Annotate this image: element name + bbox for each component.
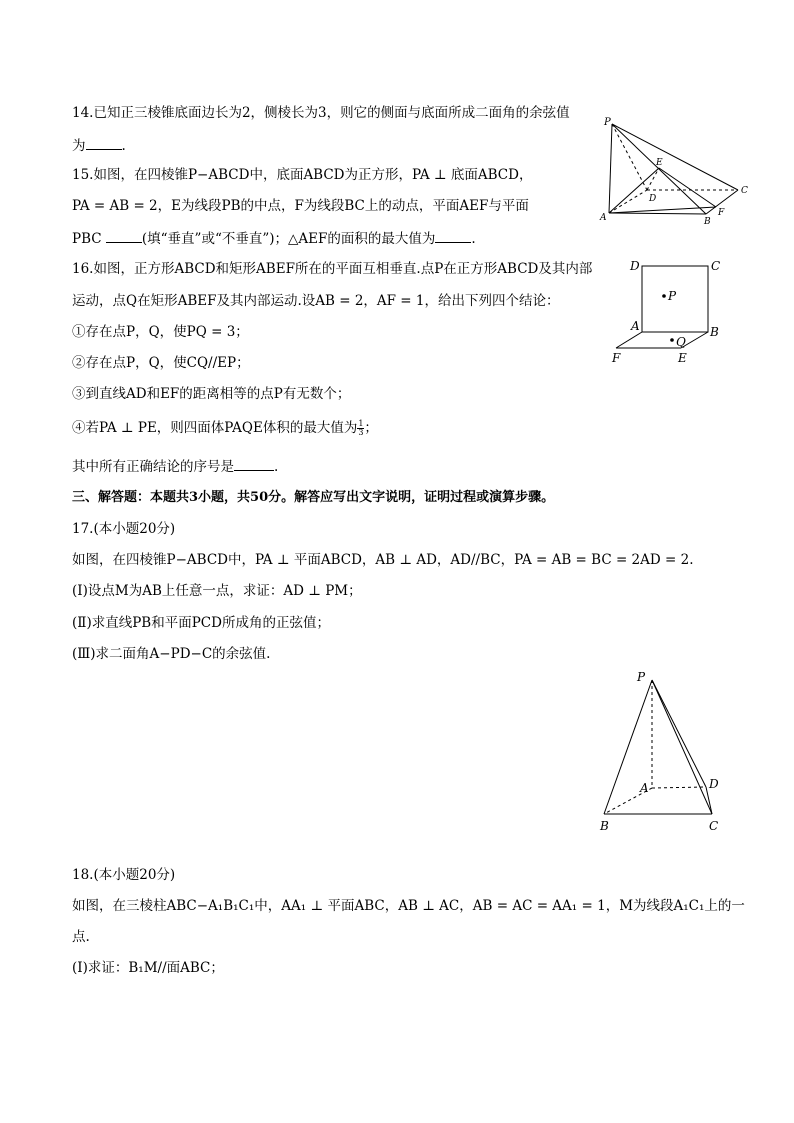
q16-c4-post: ； xyxy=(364,420,378,436)
q17-stem: 如图，在四棱锥P−ABCD中，PA ⊥ 平面ABCD，AB ⊥ AD，AD//BC，PA = AB = BC = 2AD = 2. xyxy=(72,552,694,568)
q16-conclusion-3: ③到直线AD和EF的距离相等的点P有无数个； xyxy=(72,386,351,402)
q14-answer-blank xyxy=(86,135,122,150)
q15-answer-blank-2 xyxy=(435,228,471,243)
q15-edge-AF xyxy=(609,207,716,213)
q15-edge-AE xyxy=(609,168,659,213)
q17-header: 17.(本小题20分) xyxy=(72,521,176,537)
q14-line2-post: . xyxy=(121,138,126,154)
q15-edge-PC xyxy=(612,124,738,190)
q15-line3-a: PBC xyxy=(72,231,102,247)
q16-figure xyxy=(606,252,736,372)
q15-label-F: F xyxy=(718,208,725,218)
q17-figure xyxy=(590,664,730,836)
q18-stem-1: 如图，在三棱柱ABC−A₁B₁C₁中，AA₁ ⊥ 平面ABC，AB ⊥ AC，AB = AC = AA₁ = 1，M为线段A₁C₁上的一 xyxy=(72,898,745,914)
q17-part-3: (Ⅲ)求二面角A−PD−C的余弦值. xyxy=(72,646,271,662)
q16-ask xyxy=(72,456,278,476)
q15-edge-PA xyxy=(609,124,612,213)
q16-conclusion-1: ①存在点P，Q，使PQ = 3； xyxy=(72,324,249,340)
q16-answer-blank xyxy=(234,456,274,471)
q14-line1: 14.已知正三棱锥底面边长为2，侧棱长为3，则它的侧面与底面所成二面角的余弦值 xyxy=(72,105,570,121)
q14-line2-pre: 为 xyxy=(72,138,86,154)
q17-label-D: D xyxy=(709,777,719,791)
q16-conclusion-4 xyxy=(72,419,378,437)
section3-heading: 三、解答题：本题共3小题，共50分。解答应写出文字说明，证明过程或演算步骤。 xyxy=(72,490,555,505)
q15-edge-PD xyxy=(612,124,647,190)
q15-label-A: A xyxy=(600,213,607,223)
q15-figure xyxy=(596,112,756,227)
q16-label-C: C xyxy=(711,259,721,273)
q16-label-E: E xyxy=(678,351,687,365)
q15-label-C: C xyxy=(741,186,748,196)
q17-label-B: B xyxy=(600,819,609,833)
q16-c4-pre: ④若PA ⊥ PE，则四面体PAQE体积的最大值为 xyxy=(72,420,358,436)
q16-label-A: A xyxy=(631,319,640,333)
q16-edge-AF xyxy=(616,332,642,348)
q16-c4-den: 3 xyxy=(358,428,364,437)
q15-line2: PA = AB = 2，E为线段PB的中点，F为线段BC上的动点，平面AEF与平面 xyxy=(72,198,529,214)
q17-label-A: A xyxy=(640,781,649,795)
q17-label-C: C xyxy=(709,819,719,833)
q15-edge-AB xyxy=(609,213,706,214)
q15-edge-DE xyxy=(647,168,659,190)
q15-label-B: B xyxy=(704,217,711,227)
q15-line3-b: (填“垂直”或“不垂直”)；△AEF的面积的最大值为 xyxy=(141,231,436,247)
q15-answer-blank-1 xyxy=(106,228,142,243)
q16-conclusion-2: ②存在点P，Q，使CQ//EP； xyxy=(72,355,250,371)
q17-edge-AD xyxy=(652,787,706,788)
q18-part-1: (Ⅰ)求证：B₁M//面ABC； xyxy=(72,960,224,976)
q15-edge-AD xyxy=(609,190,647,213)
q15-label-D: D xyxy=(649,194,657,204)
q17-part-1: (Ⅰ)设点M为AB上任意一点，求证：AD ⊥ PM； xyxy=(72,583,362,599)
q17-edge-PD xyxy=(652,680,706,787)
q16-ask-pre: 其中所有正确结论的序号是 xyxy=(72,459,234,475)
q17-part-2: (Ⅱ)求直线PB和平面PCD所成角的正弦值； xyxy=(72,615,330,631)
q16-point-P xyxy=(662,294,666,298)
q16-c4-num: 1 xyxy=(358,419,364,428)
q17-label-P: P xyxy=(637,670,646,684)
q16-point-Q xyxy=(670,338,674,342)
q17-edge-PC xyxy=(652,680,712,814)
q15-line1: 15.如图，在四棱锥P−ABCD中，底面ABCD为正方形，PA ⊥ 底面ABCD， xyxy=(72,167,533,183)
q15-line3 xyxy=(72,228,476,248)
q16-ask-post: . xyxy=(274,459,279,475)
q18-header: 18.(本小题20分) xyxy=(72,867,176,883)
q15-label-P: P xyxy=(604,117,611,128)
q15-label-E: E xyxy=(656,158,663,168)
q16-line2: 运动，点Q在矩形ABEF及其内部运动.设AB = 2，AF = 1，给出下列四个结论： xyxy=(72,293,560,309)
q18-stem-2: 点. xyxy=(72,929,90,945)
q16-label-F: F xyxy=(612,351,621,365)
q16-line1: 16.如图，正方形ABCD和矩形ABEF所在的平面互相垂直.点P在正方形ABCD及其内部 xyxy=(72,261,593,277)
q14-line2 xyxy=(72,135,126,155)
q16-label-B: B xyxy=(710,325,719,339)
q16-label-D: D xyxy=(630,259,640,273)
q16-label-Q: Q xyxy=(676,335,686,349)
q15-line3-c: . xyxy=(471,231,476,247)
q17-edge-CD xyxy=(706,787,712,814)
q16-label-P: P xyxy=(668,289,677,303)
